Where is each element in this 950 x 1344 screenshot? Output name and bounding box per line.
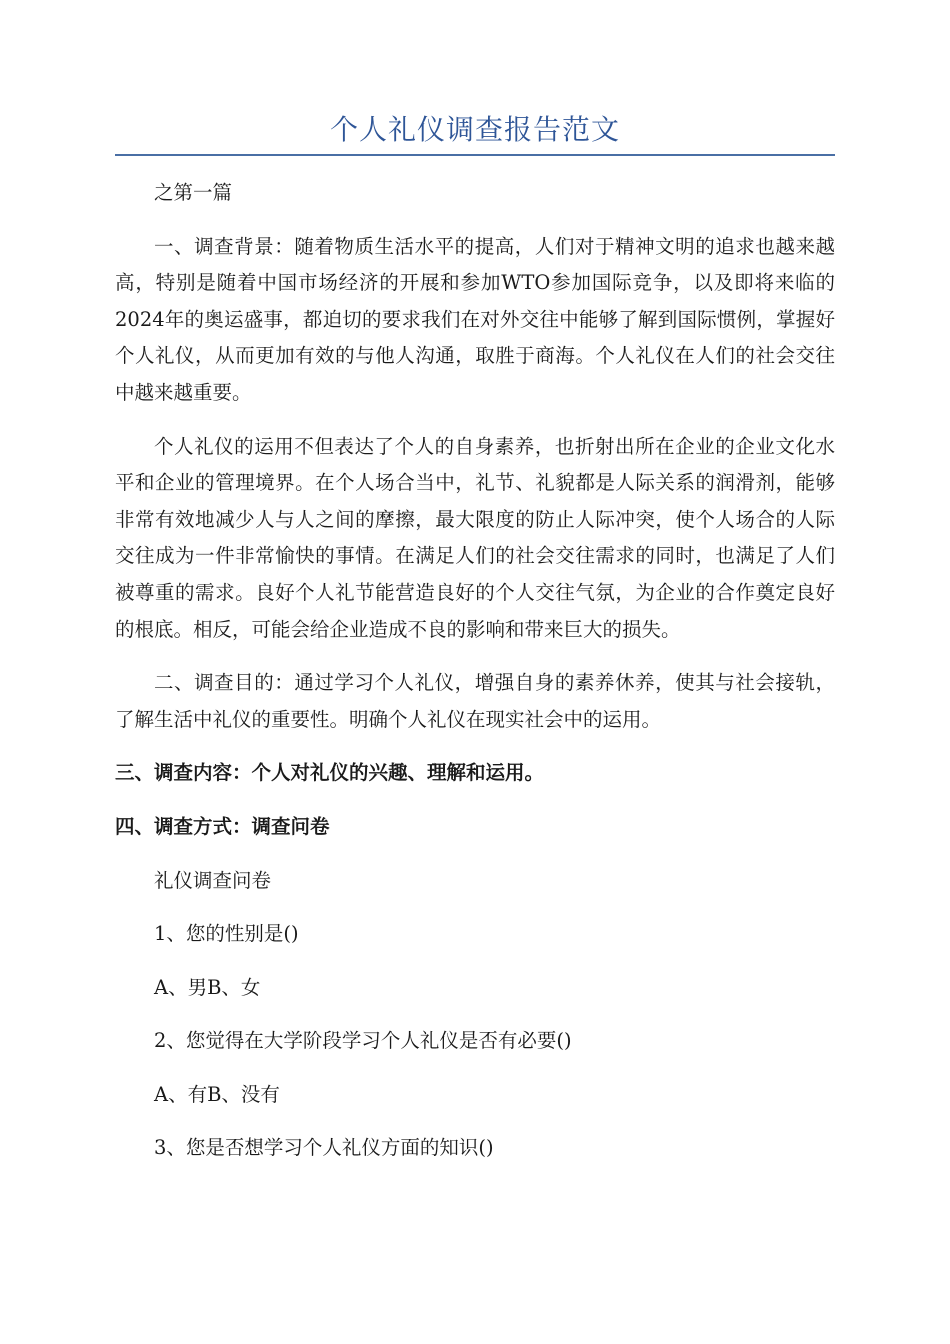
heading-method: 四、调查方式：调查问卷 — [115, 814, 330, 838]
paragraph-etiquette-usage: 个人礼仪的运用不但表达了个人的自身素养，也折射出所在企业的企业文化水平和企业的管理境界。在个人场合当中，礼节、礼貌都是人际关系的润滑剂，能够非常有效地减少人与人之间的摩擦，最大限度的防止人际冲突，使个人场合的人际交往成为一件非常愉快的事情。在满足人们的社会交往需求的同时，也满足了人们被尊重的需求。良好个人礼节能营造良好的个人交往气氛，为企业的合作奠定良好的根底。相反，可能会给企业造成不良的影响和带来巨大的损失。 — [115, 434, 835, 641]
question-2-options: A、有B、没有 — [154, 1082, 280, 1106]
document-body — [115, 175, 835, 1184]
question-3: 3、您是否想学习个人礼仪方面的知识() — [154, 1136, 494, 1160]
section-label: 之第一篇 — [154, 181, 233, 204]
document-title: 个人礼仪调查报告范文 — [329, 113, 620, 146]
question-2: 2、您觉得在大学阶段学习个人礼仪是否有必要() — [154, 1029, 572, 1053]
heading-content: 三、调查内容：个人对礼仪的兴趣、理解和运用。 — [115, 761, 545, 785]
paragraph-purpose: 二、调查目的：通过学习个人礼仪，增强自身的素养休养，使其与社会接轨，了解生活中礼仪的重要性。明确个人礼仪在现实社会中的运用。 — [115, 671, 835, 731]
questionnaire-title: 礼仪调查问卷 — [154, 868, 272, 892]
question-1: 1、您的性别是() — [154, 922, 299, 946]
paragraph-background: 一、调查背景：随着物质生活水平的提高，人们对于精神文明的追求也越来越高，特别是随着中国市场经济的开展和参加WTO参加国际竞争，以及即将来临的2024年的奥运盛事，都迫切的要求我们在对外交往中能够了解到国际惯例，掌握好个人礼仪，从而更加有效的与他人沟通，取胜于商海。个人礼仪在人们的社会交往中越来越重要。 — [115, 234, 835, 404]
title-underline — [115, 154, 835, 156]
question-1-options: A、男B、女 — [154, 975, 261, 999]
